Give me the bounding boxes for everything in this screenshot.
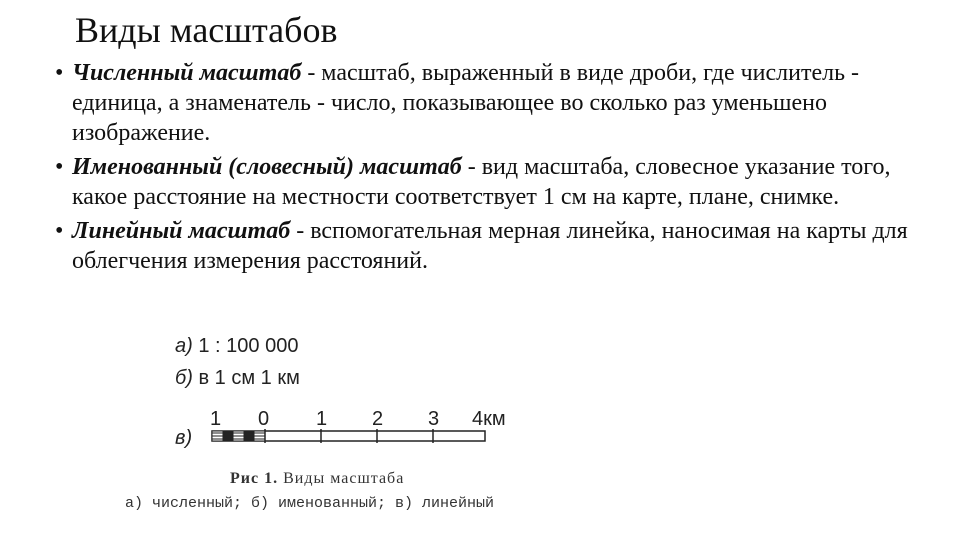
figure-caption-number: Рис 1. — [230, 470, 279, 487]
bullet-term: Линейный масштаб — [72, 218, 291, 244]
bullet-term: Именованный (словесный) масштаб — [72, 154, 462, 180]
figure-line-label: а) — [175, 335, 193, 357]
scale-tick-label: 4км — [472, 408, 506, 430]
figure-caption-title — [230, 470, 404, 488]
bullet-numeric-scale — [55, 58, 935, 148]
bullet-named-scale — [55, 152, 935, 212]
figure-line-c — [175, 427, 192, 450]
figure-caption-items: а) численный; б) именованный; в) линейный — [125, 495, 495, 512]
figure-line-value: 1 : 100 000 — [198, 335, 299, 357]
scale-tick-label: 3 — [428, 408, 440, 430]
bullet-linear-scale — [55, 216, 935, 276]
slide-title: Виды масштабов — [75, 10, 338, 50]
scale-tick-label: 0 — [258, 408, 270, 430]
linear-scale-bar — [200, 403, 600, 463]
figure-line-value: в 1 см 1 км — [198, 367, 300, 389]
bullet-term: Численный масштаб — [72, 60, 302, 86]
bullet-dot: • — [55, 154, 64, 180]
scale-tick-label: 1 — [316, 408, 328, 430]
bullet-dot: • — [55, 218, 64, 244]
bullet-text: - вид масштаба, словесное указание того, какое расстояние на местности соответствует 1 см на карте, плане, снимке. — [72, 154, 891, 210]
figure-line-a — [175, 335, 298, 358]
figure-line-label: б) — [175, 367, 193, 389]
bullet-text: - вспомогательная мерная линейка, наносимая на карты для облегчения измерения расстояний. — [72, 218, 908, 274]
scale-tick-label: 1 — [210, 408, 222, 430]
figure-line-label: в) — [175, 427, 193, 449]
figure-line-b — [175, 367, 300, 390]
bullet-list — [55, 58, 935, 280]
scale-left-segment — [212, 431, 265, 441]
bullet-text: - масштаб, выраженный в виде дроби, где числитель - единица, а знаменатель - число, показывающее во сколько раз уменьшено изображение. — [72, 60, 860, 146]
figure-caption-text: Виды масштаба — [278, 470, 405, 487]
scale-figure — [120, 335, 600, 525]
scale-tick-label: 2 — [372, 408, 384, 430]
bullet-dot: • — [55, 60, 64, 86]
